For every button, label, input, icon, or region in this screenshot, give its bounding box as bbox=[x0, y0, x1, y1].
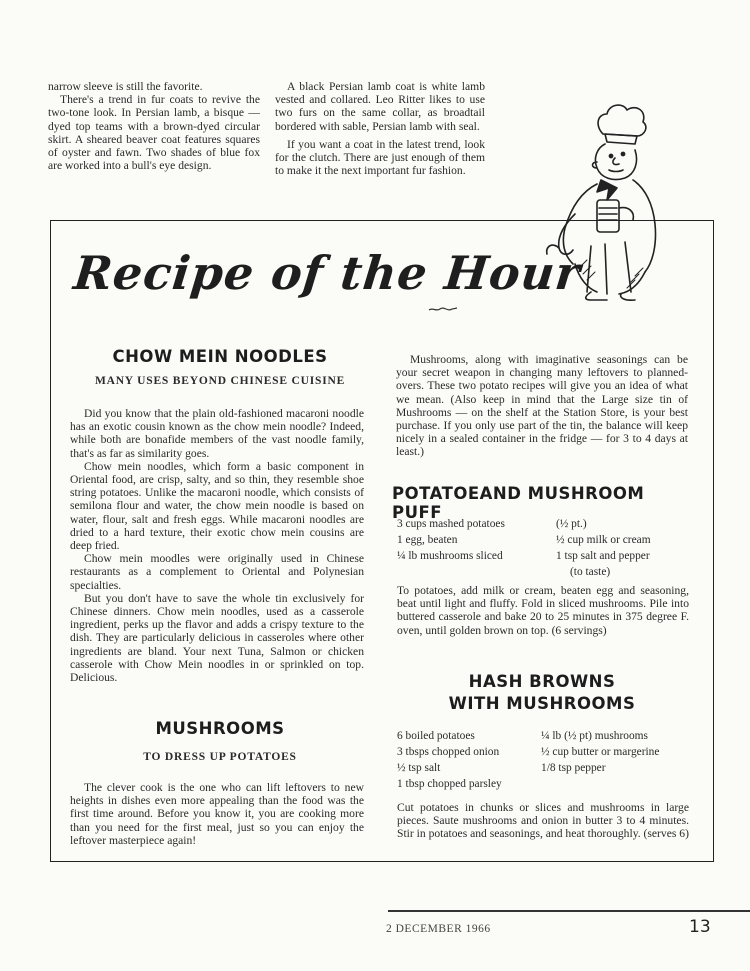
title-flourish bbox=[428, 305, 458, 313]
top-article-right-column bbox=[275, 80, 485, 177]
ingredient: ½ cup butter or margerine bbox=[541, 746, 660, 758]
ingredient: (to taste) bbox=[570, 566, 611, 578]
hash-browns-heading-line1: HASH BROWNS bbox=[468, 672, 616, 691]
paragraph: Chow mein noodles, which form a basic component in Oriental food, are crisp, salty, and so thin, they resemble shoe string potatoes. Unlike the macaroni noodle, which consists of semilona flour and water, the chow mein noodle is based on water, flour, salt and fresh eggs. While macaroni noodles are dried to a hard texture, their exotic chow mein cousins are deep fried. bbox=[70, 459, 364, 553]
footer-date: 2 DECEMBER 1966 bbox=[386, 923, 491, 935]
paragraph: The clever cook is the one who can lift leftovers to new heights in dishes even more appealing than the food was the first time around. Before you know it, you are cooking more than you need for the first meal, just so you can enjoy the leftover masterpiece again! bbox=[70, 781, 364, 847]
puff-directions bbox=[397, 584, 689, 637]
mushrooms-continued bbox=[396, 353, 688, 459]
ingredient: ¼ lb (½ pt) mushrooms bbox=[541, 730, 648, 742]
chow-mein-body bbox=[70, 407, 364, 684]
ingredient: 6 boiled potatoes bbox=[397, 730, 475, 742]
page-number: 13 bbox=[689, 917, 711, 937]
ingredient: ½ tsp salt bbox=[397, 762, 441, 774]
ingredient: 1 egg, beaten bbox=[397, 534, 458, 546]
paragraph: To potatoes, add milk or cream, beaten egg and seasoning, beat until light and fluffy. Fold in sliced mushrooms. Pile into buttered casserole and bake 20 to 25 minutes in 375 degree F. oven, until golden brown on top. (6 servings) bbox=[397, 584, 689, 637]
recipe-title bbox=[71, 246, 584, 308]
paragraph: But you don't have to save the whole tin exclusively for Chinese dinners. Chow mein noodles, used as a casserole ingredient, perks up the flavor and adds a crispy texture to the dish. They are particularly delicious in casseroles where other ingredients are bland. Your next Tuna, Salmon or chicken casserole with Chow Mein noodles in or sprinkled on top. Delicious. bbox=[70, 591, 364, 685]
ingredient: 1/8 tsp pepper bbox=[541, 762, 606, 774]
chow-mein-subheading: MANY USES BEYOND CHINESE CUISINE bbox=[94, 375, 346, 387]
paragraph: If you want a coat in the latest trend, look for the clutch. There are just enough of them to make it the next important fur fashion. bbox=[275, 137, 485, 178]
paragraph: A black Persian lamb coat is white lamb vested and collared. Leo Ritter likes to use two furs on the same collar, as broadtail bordered with sable, Persian lamb with seal. bbox=[275, 80, 485, 133]
mushrooms-heading: MUSHROOMS bbox=[155, 719, 285, 738]
ingredient: 3 cups mashed potatoes bbox=[397, 518, 505, 530]
mushrooms-body bbox=[70, 781, 364, 847]
ingredient: ¼ lb mushrooms sliced bbox=[397, 550, 503, 562]
footer-rule bbox=[388, 910, 750, 912]
hash-browns-directions bbox=[397, 801, 689, 841]
hash-browns-ingredients-left bbox=[397, 728, 502, 792]
puff-heading: POTATOEAND MUSHROOM PUFF bbox=[392, 484, 645, 522]
ingredient: (½ pt.) bbox=[556, 518, 587, 530]
ingredient: 1 tbsp chopped parsley bbox=[397, 778, 502, 790]
recipe-title-text: Recipe of the Hour bbox=[71, 246, 584, 300]
ingredient: ½ cup milk or cream bbox=[556, 534, 651, 546]
paragraph: narrow sleeve is still the favorite. bbox=[48, 80, 203, 93]
hash-browns-heading-line2: WITH MUSHROOMS bbox=[448, 694, 636, 713]
paragraph: Did you know that the plain old-fashioned macaroni noodle has an exotic cousin known as the chow mein noodle? Indeed, while both are bonafide members of the vast noodle family, that's as far as similarity goes. bbox=[70, 407, 364, 460]
paragraph: Cut potatoes in chunks or slices and mushrooms in large pieces. Saute mushrooms and onion in butter 3 to 4 minutes. Stir in potatoes and seasonings, and heat thoroughly. (serves 6) bbox=[397, 801, 689, 841]
puff-ingredients-left bbox=[397, 516, 505, 564]
top-article-left-column bbox=[48, 80, 260, 172]
ingredient: 3 tbsps chopped onion bbox=[397, 746, 500, 758]
mushrooms-subheading: TO DRESS UP POTATOES bbox=[143, 751, 297, 763]
hash-browns-ingredients-right bbox=[541, 728, 659, 776]
paragraph: Chow mein moodles were originally used in Chinese restaurants as a complement to Oriental and Polynesian specialties. bbox=[70, 552, 364, 592]
paragraph: There's a trend in fur coats to revive the two-tone look. In Persian lamb, a bisque — dyed top teams with a brown-dyed circular skirt. A sheared beaver coat features squares of oyster and fawn. Two shades of blue fox are worked into a bull's eye design. bbox=[48, 93, 260, 173]
paragraph: Mushrooms, along with imaginative seasonings can be your secret weapon in changing many leftovers to planned-overs. These two potato recipes will give you an idea of what we mean. (Also keep in mind that the Large size tin of Mushrooms — on the shelf at the Station Store, is your best purchase. If you only use part of the tin, the balance will keep nicely in a sealed container in the fridge — for 3 to 4 days at least.) bbox=[396, 353, 688, 459]
chow-mein-heading: CHOW MEIN NOODLES bbox=[112, 347, 328, 366]
ingredient: 1 tsp salt and pepper bbox=[556, 550, 650, 562]
puff-ingredients-right bbox=[556, 516, 651, 580]
